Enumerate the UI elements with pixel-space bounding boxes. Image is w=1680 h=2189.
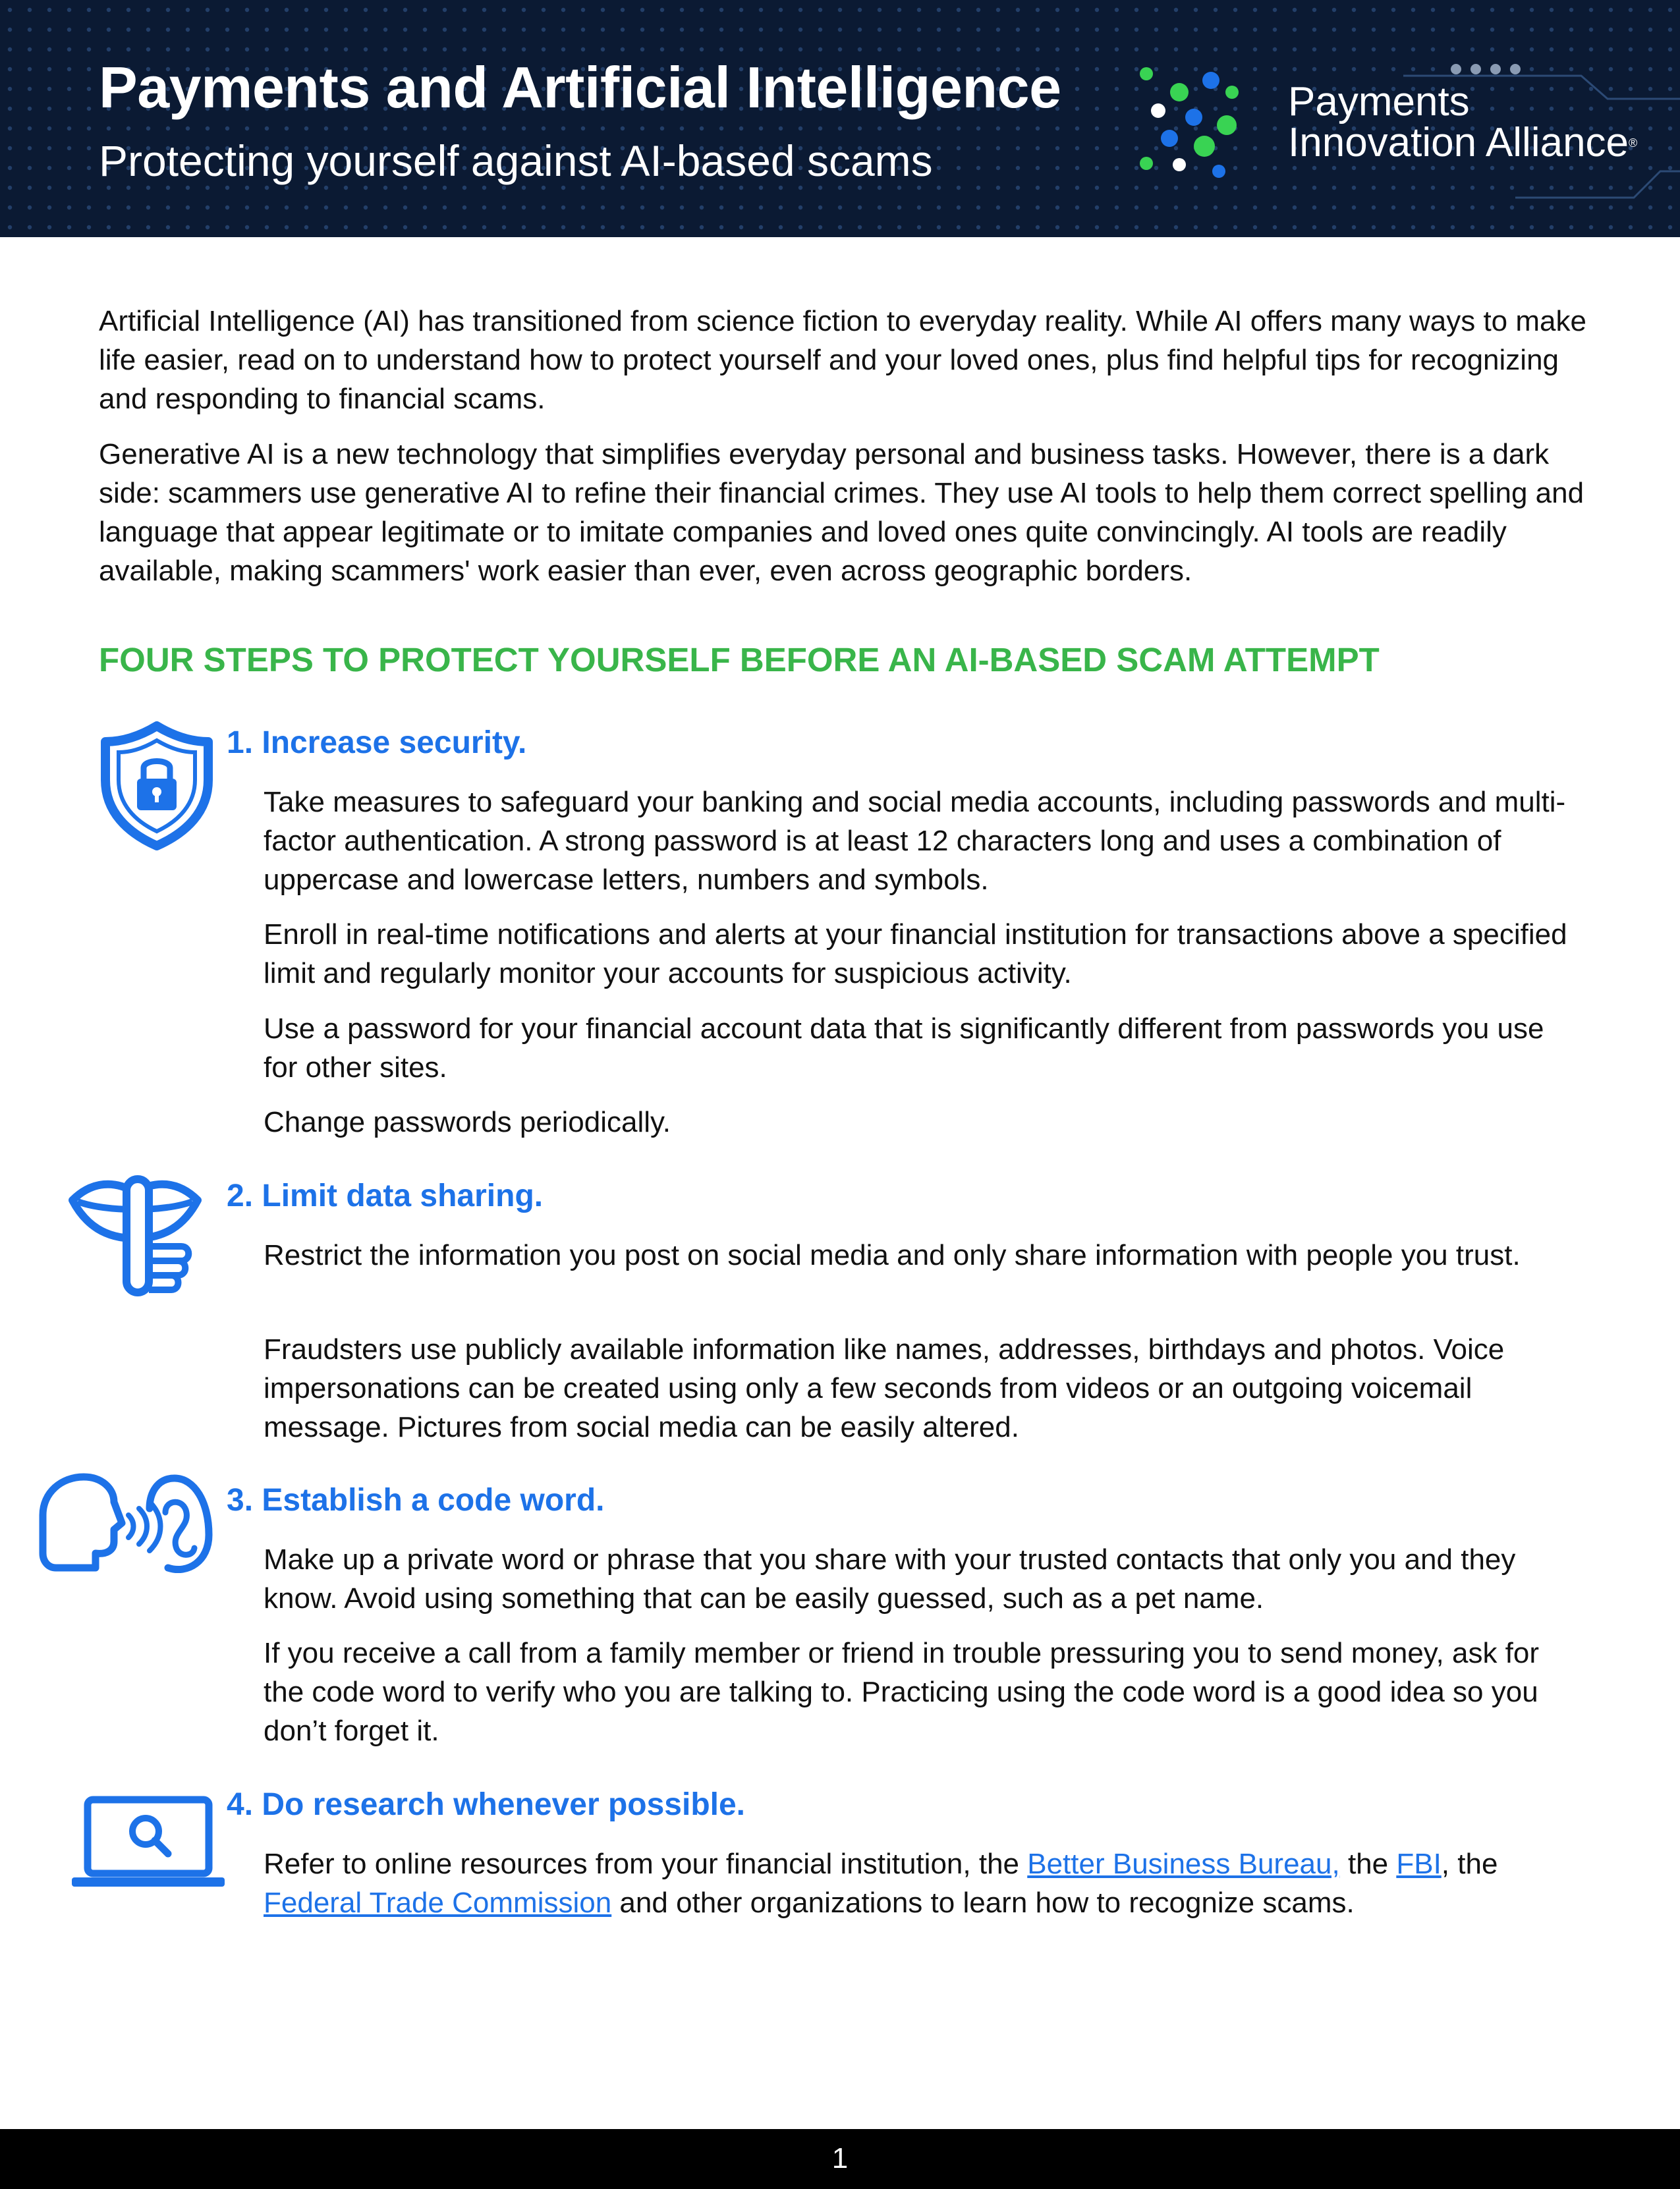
page-number: 1 [831, 2142, 849, 2175]
header-banner [0, 0, 1680, 237]
laptop-search-icon [69, 1793, 227, 1892]
step-2-title: 2. Limit data sharing. [227, 1178, 544, 1213]
step-3-title: 3. Establish a code word. [227, 1483, 605, 1518]
step-1-paragraph-3: Use a password for your financial account data that is significantly different from passwords you use for other sites. [264, 1012, 1544, 1084]
shush-lips-icon [66, 1174, 217, 1299]
intro-paragraph-1: Artificial Intelligence (AI) has transitioned from science fiction to everyday reality. While AI offers many ways to make life easier, read on to understand how to protect yourself and your loved ones, plus find helpful tips for recognizing and responding to financial scams. [99, 305, 1586, 415]
fbi-link[interactable]: FBI [1396, 1848, 1442, 1880]
step-4-title: 4. Do research whenever possible. [227, 1787, 746, 1822]
pia-logo-dots-icon [1133, 66, 1245, 184]
pia-logo-text [1288, 79, 1638, 165]
step-1-paragraph-1: Take measures to safeguard your banking and social media accounts, including passwords and multi-factor authentication. A strong password is at least 12 characters long and uses a combination of uppercase and lowercase letters, numbers and symbols. [264, 786, 1566, 896]
logo-line-1: Payments [1288, 79, 1470, 125]
federal-trade-commission-link[interactable]: Federal Trade Commission [264, 1887, 612, 1919]
registered-mark: ® [1629, 136, 1638, 150]
step-2-paragraph-1: Restrict the information you post on social media and only share information with people you trust. [264, 1239, 1521, 1271]
step-1-paragraph-2: Enroll in real-time notifications and alerts at your financial institution for transactions above a specified limit and regularly monitor your accounts for suspicious activity. [264, 918, 1567, 989]
logo-line-2: Innovation Alliance® [1288, 120, 1638, 165]
step-1-title: 1. Increase security. [227, 725, 527, 760]
step-4-paragraph-1: Refer to online resources from your financial institution, the Better Business Bureau, the FBI, the Federal Trade Commission and other organizations to learn how to recognize scams. [264, 1848, 1498, 1919]
better-business-bureau-link[interactable]: Better Business Bureau, [1027, 1848, 1340, 1880]
page-title: Payments and Artificial Intelligence [99, 55, 1061, 120]
speak-listen-icon [36, 1469, 221, 1588]
step-2-paragraph-2: Fraudsters use publicly available information like names, addresses, birthdays and photos. Voice impersonations can be created using only a few seconds from videos or an outgoing voicemail message. Pictures from social media can be easily altered. [264, 1333, 1505, 1443]
intro-paragraph-2: Generative AI is a new technology that simplifies everyday personal and business tasks. However, there is a dark side: scammers use generative AI to refine their financial crimes. They use AI tools to help them correct spelling and language that appear legitimate or to imitate companies and loved ones quite convincingly. AI tools are readily available, making scammers' work easier than ever, even across geographic borders. [99, 438, 1584, 587]
step-3-paragraph-2: If you receive a call from a family member or friend in trouble pressuring you to send money, ask for the code word to verify who you are talking to. Practicing using the code word is a good idea so you don’t forget it. [264, 1637, 1540, 1747]
step-1-paragraph-4: Change passwords periodically. [264, 1106, 671, 1138]
page-subtitle: Protecting yourself against AI-based scams [99, 136, 933, 185]
step-3-paragraph-1: Make up a private word or phrase that you share with your trusted contacts that only you and they know. Avoid using something that can be easily guessed, such as a pet name. [264, 1543, 1516, 1615]
footer-bar [0, 2129, 1680, 2189]
section-heading: FOUR STEPS TO PROTECT YOURSELF BEFORE AN AI-BASED SCAM ATTEMPT [99, 641, 1380, 679]
shield-lock-icon [98, 719, 216, 851]
